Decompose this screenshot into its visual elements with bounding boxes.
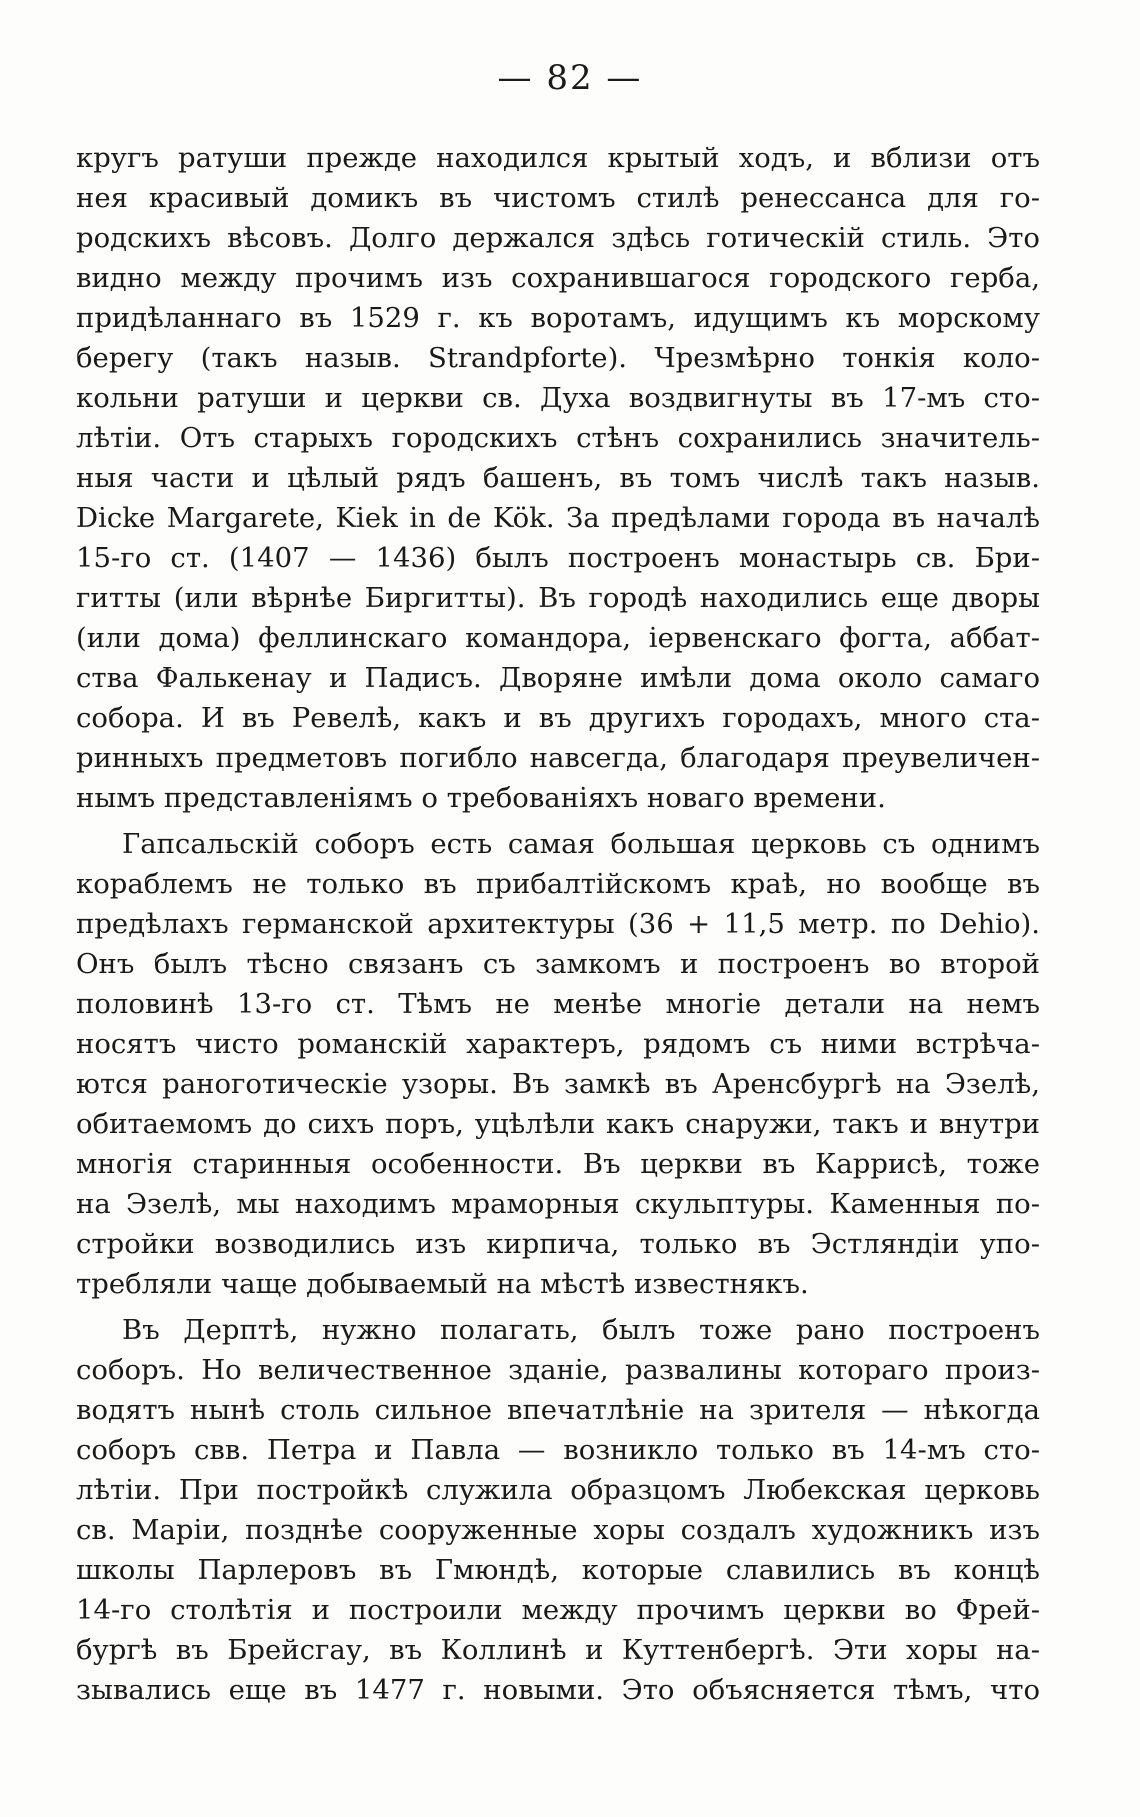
text-line: нымъ представленіямъ о требованіяхъ новаго времени.: [76, 782, 886, 814]
text-line: стройки возводились изъ кирпича, только въ Эстляндіи упо-: [76, 1228, 1040, 1260]
text-line: на Эзелѣ, мы находимъ мраморныя скульптуры. Каменныя по-: [76, 1188, 1040, 1220]
text-line: Dicke Margarete, Kiek in de Kök. За предѣлами города въ началѣ: [76, 502, 1040, 534]
text-line: водятъ нынѣ столь сильное впечатлѣніе на зрителя — нѣкогда: [76, 1394, 1040, 1426]
text-line: соборъ свв. Петра и Павла — возникло только въ 14-мъ сто-: [76, 1434, 1040, 1466]
text-line: половинѣ 13-го ст. Тѣмъ не менѣе многіе детали на немъ: [76, 988, 1040, 1020]
text-line: св. Маріи, позднѣе сооруженные хоры создалъ художникъ изъ: [76, 1514, 1040, 1546]
text-line: 15-го ст. (1407 — 1436) былъ построенъ монастырь св. Бри-: [76, 542, 1040, 574]
text-line: зывались еще въ 1477 г. новыми. Это объясняется тѣмъ, что: [76, 1674, 1040, 1706]
paragraph-1: [76, 138, 1040, 818]
text-line: соборъ. Но величественное зданіе, развалины котораго произ-: [76, 1354, 1040, 1386]
text-line: кругъ ратуши прежде находился крытый ходъ, и вблизи отъ: [76, 142, 1040, 174]
text-line: родскихъ вѣсовъ. Долго держался здѣсь готическій стиль. Это: [76, 222, 1040, 254]
text-line: носятъ чисто романскій характеръ, рядомъ съ ними встрѣча-: [76, 1028, 1040, 1060]
text-line: обитаемомъ до сихъ поръ, уцѣлѣли какъ снаружи, такъ и внутри: [76, 1108, 1040, 1140]
text-line: гитты (или вѣрнѣе Биргитты). Въ городѣ находились еще дворы: [76, 582, 1040, 614]
text-body: [76, 138, 1040, 1710]
text-line: лѣтіи. При постройкѣ служила образцомъ Любекская церковь: [76, 1474, 1040, 1506]
text-line: бургѣ въ Брейсгау, въ Коллинѣ и Куттенбергѣ. Эти хоры на-: [76, 1634, 1040, 1666]
text-line: школы Парлеровъ въ Гмюндѣ, которые славились въ концѣ: [76, 1554, 1040, 1586]
text-line: ются раноготическіе узоры. Въ замкѣ въ Аренсбургѣ на Эзелѣ,: [76, 1068, 1040, 1100]
text-line: требляли чаще добываемый на мѣстѣ известнякъ.: [76, 1268, 809, 1300]
text-line: ринныхъ предметовъ погибло навсегда, благодаря преувеличен-: [76, 742, 1040, 774]
text-line: ства Фалькенау и Падисъ. Дворяне имѣли дома около самаго: [76, 662, 1040, 694]
text-line: берегу (такъ назыв. Strandpforte). Чрезмѣрно тонкія коло-: [76, 342, 1040, 374]
page-number: — 82 —: [497, 58, 643, 98]
text-line: Онъ былъ тѣсно связанъ съ замкомъ и построенъ во второй: [76, 948, 1040, 980]
text-line: придѣланнаго въ 1529 г. къ воротамъ, идущимъ къ морскому: [76, 302, 1040, 334]
text-line: ныя части и цѣлый рядъ башенъ, въ томъ числѣ такъ назыв.: [76, 462, 1040, 494]
text-line: (или дома) феллинскаго командора, іервенскаго фогта, аббат-: [76, 622, 1040, 654]
text-line: собора. И въ Ревелѣ, какъ и въ другихъ городахъ, много ста-: [76, 702, 1040, 734]
text-line: предѣлахъ германской архитектуры (36 + 11,5 метр. по Dehio).: [76, 908, 1040, 940]
text-line: видно между прочимъ изъ сохранившагося городского герба,: [76, 262, 1040, 294]
paragraph-2: [76, 824, 1040, 1304]
text-line: Гапсальскій соборъ есть самая большая церковь съ однимъ: [122, 828, 1040, 860]
text-line: кораблемъ не только въ прибалтійскомъ краѣ, но вообще въ: [76, 868, 1040, 900]
text-line: кольни ратуши и церкви св. Духа воздвигнуты въ 17-мъ сто-: [76, 382, 1040, 414]
text-line: лѣтіи. Отъ старыхъ городскихъ стѣнъ сохранились значитель-: [76, 422, 1040, 454]
text-line: 14-го столѣтія и построили между прочимъ церкви во Фрей-: [76, 1594, 1040, 1626]
text-line: нея красивый домикъ въ чистомъ стилѣ ренессанса для го-: [76, 182, 1040, 214]
text-line: Въ Дерптѣ, нужно полагать, былъ тоже рано построенъ: [122, 1314, 1040, 1346]
text-line: многія старинныя особенности. Въ церкви въ Каррисѣ, тоже: [76, 1148, 1040, 1180]
paragraph-3: [76, 1310, 1040, 1710]
